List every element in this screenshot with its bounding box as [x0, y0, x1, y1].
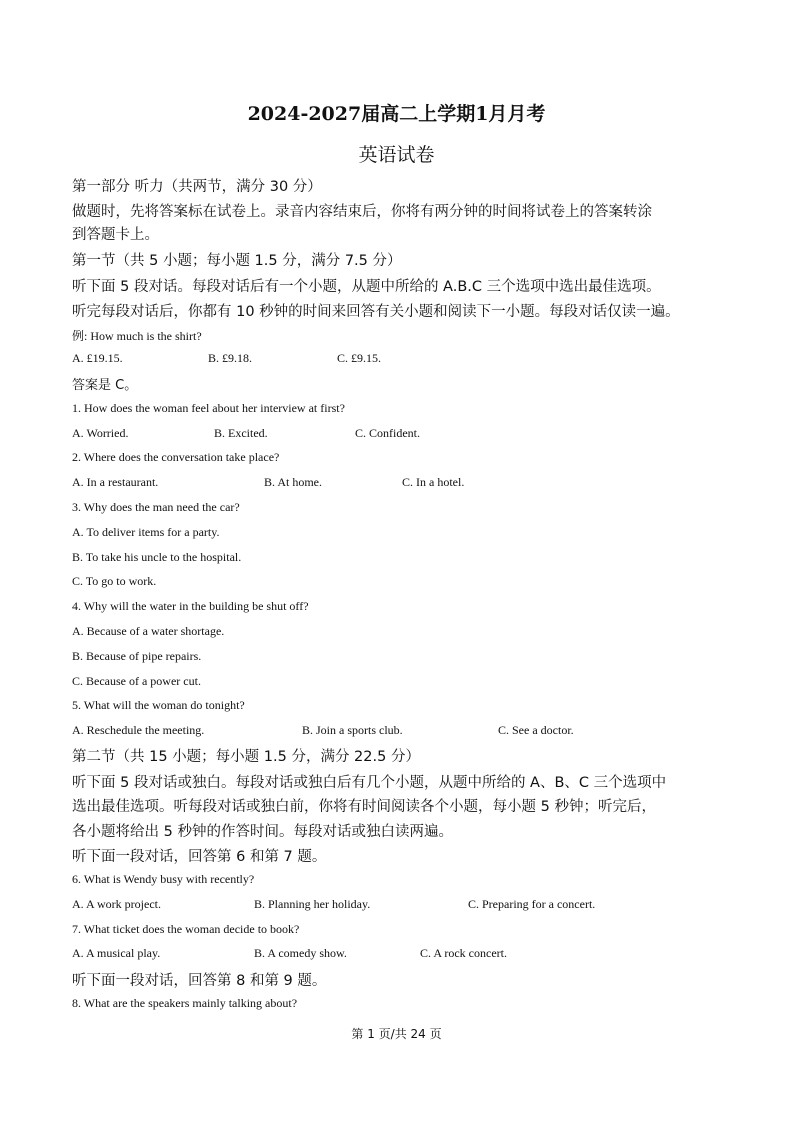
option-b: B. To take his uncle to the hospital. [72, 550, 242, 564]
section2-heading: 第二节（共 15 小题；每小题 1.5 分，满分 22.5 分） [72, 749, 420, 765]
exam-subtitle: 英语试卷 [358, 144, 435, 166]
option-b: B. Excited. [214, 426, 268, 440]
question-options [72, 475, 722, 491]
option-a: A. A work project. [72, 897, 161, 911]
part1-instruction-line2: 到答题卡上。 [72, 227, 159, 243]
question-stem: 7. What ticket does the woman decide to book? [72, 922, 300, 936]
question-options [72, 723, 722, 739]
question-stem: 4. Why will the water in the building be shut off? [72, 599, 309, 613]
question-options [72, 426, 722, 442]
group-heading: 听下面一段对话，回答第 6 和第 7 题。 [72, 849, 327, 865]
option-c: C. To go to work. [72, 574, 157, 588]
question-options [72, 946, 722, 962]
option-a: A. A musical play. [72, 946, 161, 960]
option-c: C. Preparing for a concert. [468, 897, 596, 911]
exam-title: 2024-2027届高二上学期1月月考 [247, 103, 546, 125]
question-options [72, 897, 722, 913]
option-b: B. £9.18. [208, 351, 253, 365]
option-a: A. Because of a water shortage. [72, 624, 225, 638]
question-stem: 6. What is Wendy busy with recently? [72, 872, 255, 886]
part1-instruction-line1: 做题时，先将答案标在试卷上。录音内容结束后，你将有两分钟的时间将试卷上的答案转涂 [72, 204, 652, 220]
option-b: B. Join a sports club. [302, 723, 403, 737]
option-b: B. Because of pipe repairs. [72, 649, 202, 663]
section1-instruction-line2: 听完每段对话后，你都有 10 秒钟的时间来回答有关小题和阅读下一小题。每段对话仅读一遍。 [72, 304, 680, 320]
option-c: C. In a hotel. [402, 475, 465, 489]
option-a: A. Reschedule the meeting. [72, 723, 205, 737]
section2-instruction-line1: 听下面 5 段对话或独白。每段对话或独白后有几个小题，从题中所给的 A、B、C 三个选项中 [72, 775, 667, 791]
option-c: C. A rock concert. [420, 946, 507, 960]
option-b: B. Planning her holiday. [254, 897, 371, 911]
option-a: A. In a restaurant. [72, 475, 159, 489]
example-question: 例: How much is the shirt? [72, 329, 202, 343]
option-b: B. A comedy show. [254, 946, 347, 960]
page-footer: 第 1 页/共 24 页 [351, 1027, 442, 1041]
question-stem: 8. What are the speakers mainly talking about? [72, 996, 298, 1010]
example-options [72, 351, 722, 367]
group-heading: 听下面一段对话，回答第 8 和第 9 题。 [72, 973, 327, 989]
section1-heading: 第一节（共 5 小题；每小题 1.5 分，满分 7.5 分） [72, 253, 402, 269]
section2-instruction-line2: 选出最佳选项。听每段对话或独白前，你将有时间阅读各个小题，每小题 5 秒钟；听完后， [72, 799, 656, 815]
question-stem: 5. What will the woman do tonight? [72, 698, 245, 712]
part1-heading: 第一部分 听力（共两节，满分 30 分） [72, 179, 322, 195]
example-answer: 答案是 C。 [72, 378, 138, 393]
option-a: A. To deliver items for a party. [72, 525, 220, 539]
question-stem: 2. Where does the conversation take place? [72, 450, 280, 464]
question-stem: 3. Why does the man need the car? [72, 500, 240, 514]
question-stem: 1. How does the woman feel about her interview at first? [72, 401, 345, 415]
option-a: A. Worried. [72, 426, 129, 440]
option-c: C. Because of a power cut. [72, 674, 201, 688]
option-c: C. See a doctor. [498, 723, 574, 737]
option-b: B. At home. [264, 475, 323, 489]
section1-instruction-line1: 听下面 5 段对话。每段对话后有一个小题，从题中所给的 A.B.C 三个选项中选出最佳选项。 [72, 279, 661, 295]
option-c: C. £9.15. [337, 351, 382, 365]
section2-instruction-line3: 各小题将给出 5 秒钟的作答时间。每段对话或独白读两遍。 [72, 824, 453, 840]
option-a: A. £19.15. [72, 351, 123, 365]
option-c: C. Confident. [355, 426, 420, 440]
